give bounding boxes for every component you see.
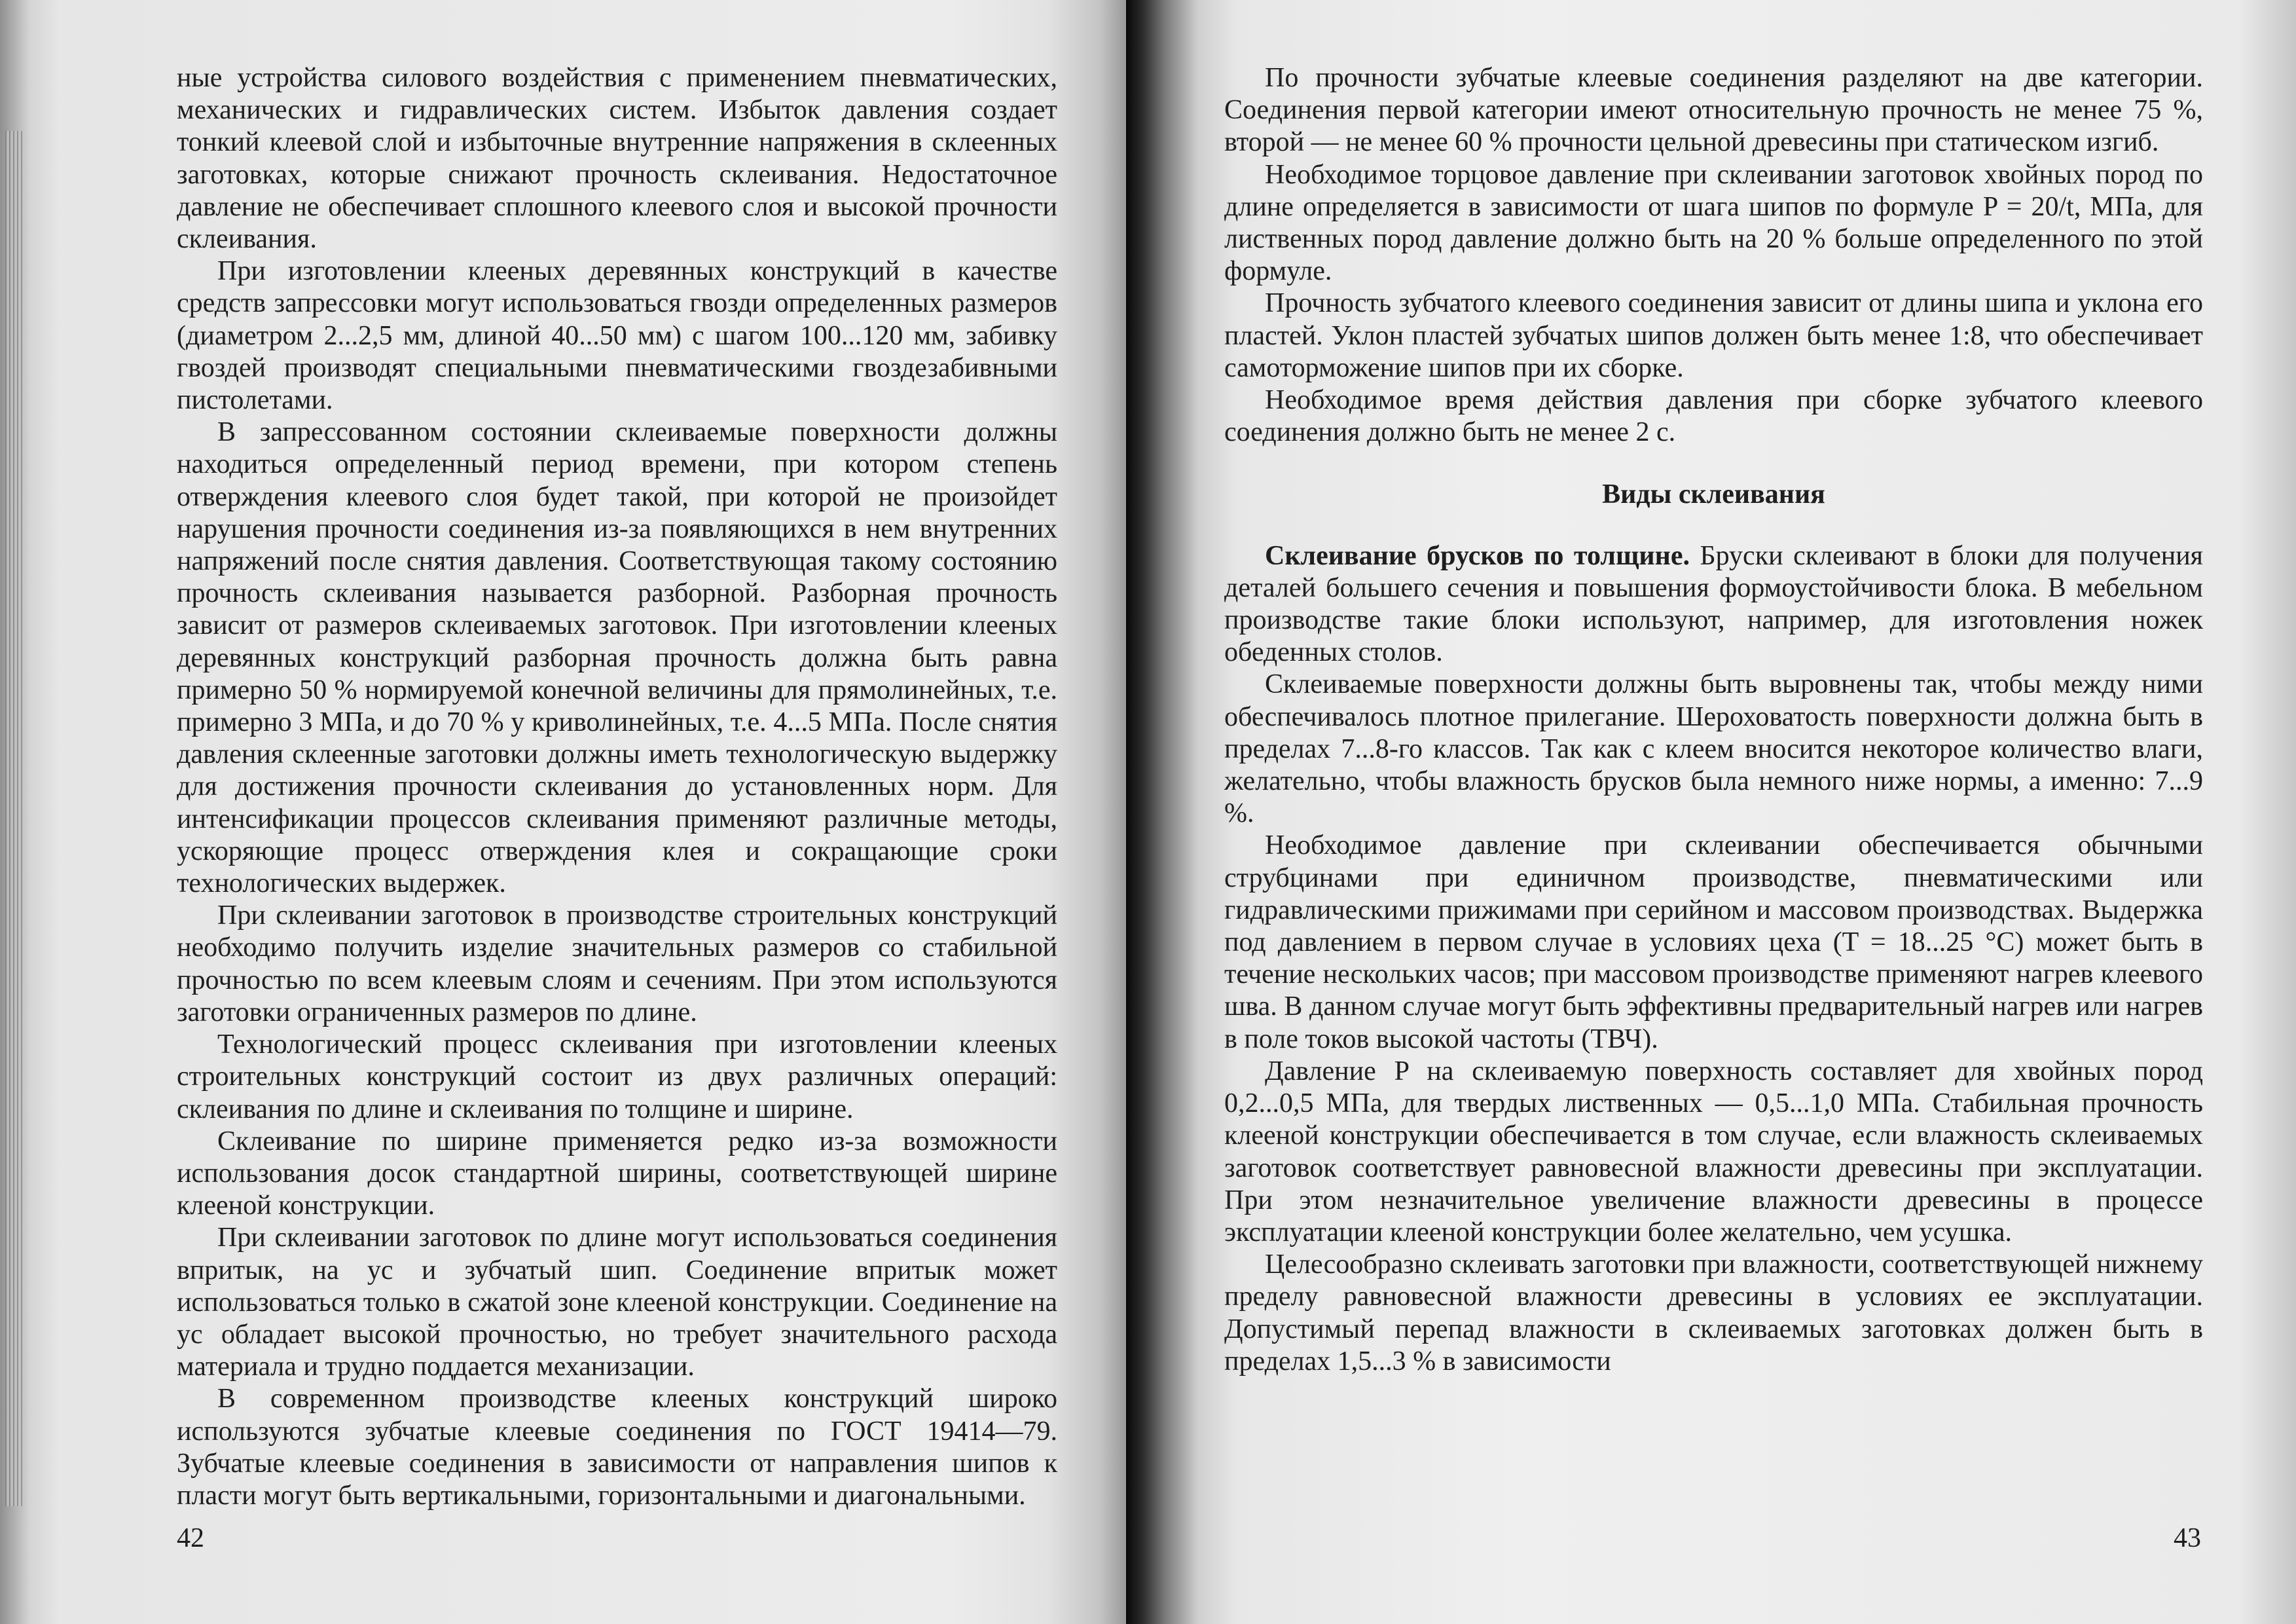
left-page [0,0,1126,1624]
left-page-text [177,62,1057,1512]
paragraph [1224,540,2203,669]
paragraph: При склеивании заготовок в производстве строительных конструкций необходимо получить изделие значительных размеров со стабильной прочностью по всем клеевым слоям и сечениям. При этом используются заготовки ограниченных размеров по длине. [177,900,1057,1027]
paragraph: Необходимое время действия давления при сборке зубчатого клеевого соединения должно быть не менее 2 с. [1224,385,2203,448]
paragraph: Склеиваемые поверхности должны быть выровнены так, чтобы между ними обеспечивалось плотное прилегание. Шероховатость поверхности должна быть в пределах 7...8-го классов. Так как с клеем вносится некоторое количество влаги, желательно, чтобы влажность брусков была немного ниже нормы, а именно: 7...9 %. [1224,669,2203,829]
lead-in-bold: Склеивание брусков по толщине. [1265,540,1690,571]
paragraph: При склеивании заготовок по длине могут использоваться соединения впритык, на ус и зубчатый шип. Соединение впритык может использоваться только в сжатой зоне клееной конструкции. Соединение на ус обладает высокой прочностью, но требует значительного расхода материала и трудно поддается механизации. [177,1223,1057,1382]
page-number: 43 [2174,1523,2201,1553]
section-heading: Виды склеивания [1602,479,1825,510]
right-page [1126,0,2296,1624]
paragraph: По прочности зубчатые клеевые соединения разделяют на две категории. Соединения первой категории имеют относительную прочность не менее 75 %, второй — не менее 60 % прочности цельной древесины при статическом изгиб. [1224,63,2203,158]
right-page-text [1224,62,2203,1378]
paragraph: В запрессованном состоянии склеиваемые поверхности должны находиться определенный период времени, при котором степень отверждения клеевого слоя будет такой, при которой не произойдет нарушения прочности соединения из-за появляющихся в нем внутренних напряжений после снятия давления. Соответствующая такому состоянию прочность склеивания называется разборной. Разборная прочность зависит от размеров склеиваемых заготовок. При изготовлении клееных деревянных конструкций разборная прочность должна быть равна примерно 50 % нормируемой конечной величины для прямолинейных, т.е. примерно 3 МПа, и до 70 % у криволинейных, т.е. 4...5 МПа. После снятия давления склеенные заготовки должны иметь технологическую выдержку для достижения прочности склеивания до установленных норм. Для интенсификации процессов склеивания применяют различные методы, ускоряющие процесс отверждения клея и сокращающие сроки технологических выдержек. [177,417,1057,899]
paragraph: Необходимое торцовое давление при склеивании заготовок хвойных пород по длине определяется в зависимости от шага шипов по формуле P = 20/t, МПа, для лиственных пород давление должно быть на 20 % больше определенного по этой формуле. [1224,159,2203,287]
paragraph: В современном производстве клееных конструкций широко используются зубчатые клеевые соединения по ГОСТ 19414—79. Зубчатые клеевые соединения в зависимости от направления шипов к пласти могут быть вертикальными, горизонтальными и диагональными. [177,1384,1057,1511]
paragraph: ные устройства силового воздействия с применением пневматических, механических и гидравлических систем. Избыток давления создает тонкий клеевой слой и избыточные внутренние напряжения в склеенных заготовках, которые снижают прочность склеивания. Недостаточное давление не обеспечивает сплошного клеевого слоя и высокой прочности склеивания. [177,63,1057,255]
paragraph: Прочность зубчатого клеевого соединения зависит от длины шипа и уклона его пластей. Уклон пластей зубчатых шипов должен быть менее 1:8, что обеспечивает самоторможение шипов при их сборке. [1224,288,2203,383]
paragraph: Необходимое давление при склеивании обеспечивается обычными струбцинами при единичном производстве, пневматическими или гидравлическими прижимами при серийном и массовом производствах. Выдержка под давлением в первом случае в условиях цеха (T = 18...25 °С) может быть в течение нескольких часов; при массовом производстве применяют нагрев клеевого шва. В данном случае могут быть эффективны предварительный нагрев или нагрев в поле токов высокой частоты (ТВЧ). [1224,830,2203,1054]
paragraph: Целесообразно склеивать заготовки при влажности, соответствующей нижнему пределу равновесной влажности древесины в условиях ее эксплуатации. Допустимый перепад влажности в склеиваемых заготовках должен быть в пределах 1,5...3 % в зависимости [1224,1249,2203,1376]
paragraph: Склеивание по ширине применяется редко из-за возможности использования досок стандартной ширины, соответствующей ширине клееной конструкции. [177,1126,1057,1221]
page-number: 42 [177,1523,204,1553]
paragraph: Давление P на склеиваемую поверхность составляет для хвойных пород 0,2...0,5 МПа, для твердых лиственных — 0,5...1,0 МПа. Стабильная прочность клееной конструкции обеспечивается в том случае, если влажность склеиваемых заготовок соответствует равновесной влажности древесины при эксплуатации. При этом незначительное увеличение влажности древесины в процессе эксплуатации клееной конструкции более желательно, чем усушка. [1224,1056,2203,1247]
page-edges [5,131,25,1506]
lead-in-text: Бруски склеивают в блоки для получения деталей большего сечения и повышения формоустойчивости блока. В мебельном производстве такие блоки используют, например, для изготовления ножек обеденных столов. [1224,540,2203,668]
paragraph: Технологический процесс склеивания при изготовлении клееных строительных конструкций состоит из двух различных операций: склеивания по длине и склеивания по толщине и ширине. [177,1029,1057,1124]
paragraph: При изготовлении клееных деревянных конструкций в качестве средств запрессовки могут использоваться гвозди определенных размеров (диаметром 2...2,5 мм, длиной 40...50 мм) с шагом 100...120 мм, забивку гвоздей производят специальными пневматическими гвоздезабивными пистолетами. [177,256,1057,416]
